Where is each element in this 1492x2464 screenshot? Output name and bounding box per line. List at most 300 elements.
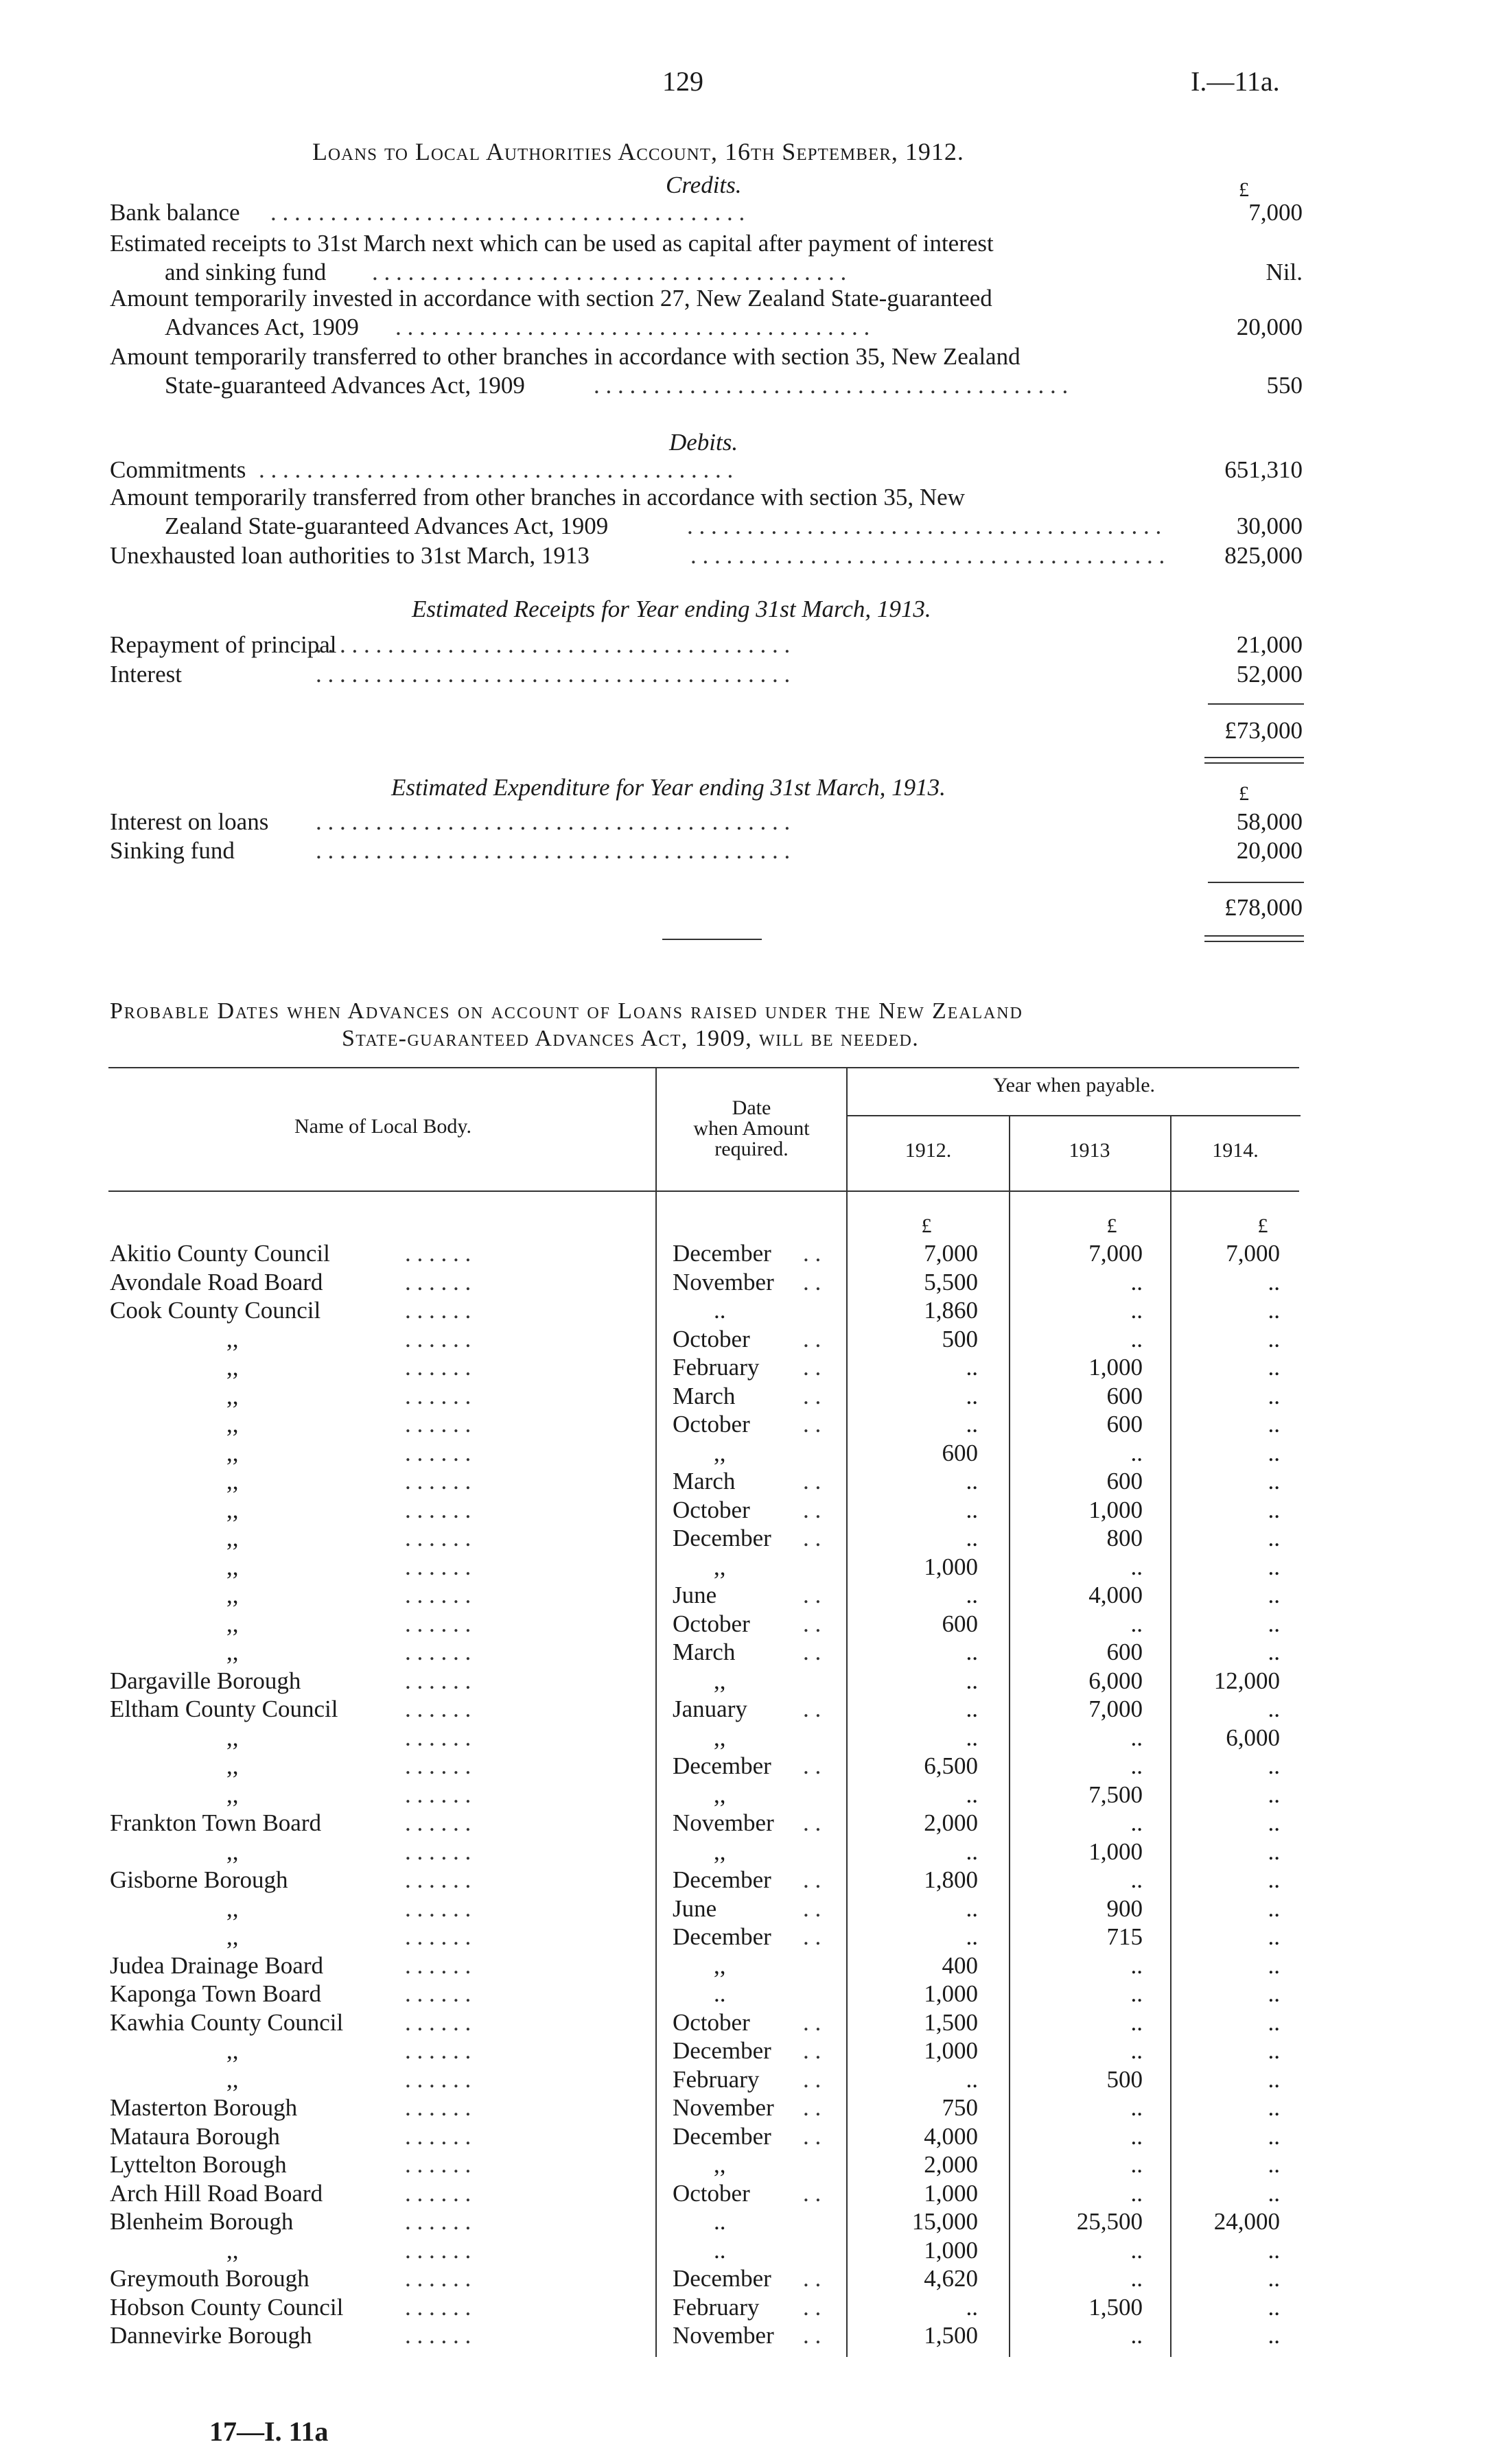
row-leader-dots: . . . . . .: [405, 1639, 471, 1665]
cell-date: November: [673, 1809, 774, 1836]
cell-1913: ..: [1130, 1866, 1143, 1893]
row-leader-dots: . . . . . .: [405, 1610, 471, 1637]
cell-1913: 6,000: [1088, 1667, 1143, 1694]
expenditure-label: Interest on loans: [110, 808, 269, 835]
cell-date: January: [673, 1696, 747, 1722]
cell-name: Kaponga Town Board: [110, 1980, 321, 2007]
cell-1912: ..: [966, 1923, 978, 1950]
row-leader-dots: . . . . . .: [405, 1240, 471, 1267]
row-leader-dots: . . . . . .: [405, 1838, 471, 1865]
cell-1912: 2,000: [924, 1809, 978, 1836]
col-header-1912: 1912.: [905, 1139, 952, 1162]
col-header-date-3: required.: [714, 1138, 789, 1160]
credits-label-line: State-guaranteed Advances Act, 1909: [165, 372, 525, 399]
row-leader-dots: . . . . . .: [405, 2322, 471, 2349]
cell-name: Avondale Road Board: [110, 1269, 323, 1295]
table-row: [0, 1809, 1492, 1838]
cell-date: March: [673, 1639, 736, 1665]
cell-name: ,,: [226, 1326, 239, 1352]
date-leader-dots: . .: [803, 1809, 821, 1836]
cell-1912: ..: [966, 1525, 978, 1551]
cell-name: Kawhia County Council: [110, 2009, 344, 2036]
cell-1913: ..: [1130, 1980, 1143, 2007]
credits-label-line: Estimated receipts to 31st March next which can be used as capital after payment of interest: [110, 230, 994, 257]
cell-name: Hobson County Council: [110, 2294, 344, 2321]
row-leader-dots: . . . . . .: [405, 2009, 471, 2036]
cell-1912: ..: [966, 1781, 978, 1808]
cell-1913: ..: [1130, 1752, 1143, 1779]
col-header-1913: 1913: [1069, 1139, 1110, 1162]
cell-1913: ..: [1130, 1297, 1143, 1324]
cell-1912: ..: [966, 1838, 978, 1865]
cell-1914: ..: [1268, 2237, 1280, 2264]
table-row: [0, 1952, 1492, 1981]
receipts-label: Repayment of principal: [110, 631, 337, 658]
table-row: [0, 1582, 1492, 1610]
debits-leader-dots: . . . . . . . . . . . . . . . . . . . . . . . . . . . . . . . . . . . . . . . .: [690, 542, 1165, 569]
row-leader-dots: . . . . . .: [405, 1468, 471, 1494]
cell-1914: ..: [1268, 2322, 1280, 2349]
cell-1912: ..: [966, 1724, 978, 1751]
page-number: 129: [662, 66, 703, 97]
cell-1912: ..: [966, 1582, 978, 1608]
date-leader-dots: . .: [803, 1354, 821, 1381]
row-leader-dots: . . . . . .: [405, 1952, 471, 1979]
cell-1913: ..: [1130, 1269, 1143, 1295]
cell-date: March: [673, 1468, 736, 1494]
cell-date: October: [673, 2180, 750, 2207]
debits-leader-dots: . . . . . . . . . . . . . . . . . . . . . . . . . . . . . . . . . . . . . . . .: [259, 456, 734, 483]
cell-1914: 6,000: [1226, 1724, 1280, 1751]
row-leader-dots: . . . . . .: [405, 2265, 471, 2292]
cell-date: ,,: [714, 1781, 726, 1808]
cell-name: Blenheim Borough: [110, 2208, 294, 2235]
cell-date: December: [673, 1240, 771, 1267]
expenditure-heading: Estimated Expenditure for Year ending 31st March, 1913.: [391, 774, 946, 801]
cell-1912: 1,860: [924, 1297, 978, 1324]
cell-name: ,,: [226, 1923, 239, 1950]
receipts-amount: 21,000: [1236, 631, 1303, 658]
date-leader-dots: . .: [803, 1269, 821, 1295]
cell-1913: ..: [1130, 1440, 1143, 1466]
cell-name: ,,: [226, 2037, 239, 2064]
cell-1914: ..: [1268, 2009, 1280, 2036]
row-leader-dots: . . . . . .: [405, 1781, 471, 1808]
cell-1914: ..: [1268, 1980, 1280, 2007]
cell-name: ,,: [226, 1440, 239, 1466]
row-leader-dots: . . . . . .: [405, 2066, 471, 2093]
cell-1912: 15,000: [911, 2208, 978, 2235]
date-leader-dots: . .: [803, 2180, 821, 2207]
cell-1914: ..: [1268, 1582, 1280, 1608]
cell-date: November: [673, 2322, 774, 2349]
col-header-name: Name of Local Body.: [294, 1115, 471, 1138]
cell-1914: ..: [1268, 1696, 1280, 1722]
cell-name: ,,: [226, 1525, 239, 1551]
receipts-leader-dots: . . . . . . . . . . . . . . . . . . . . . . . . . . . . . . . . . . . . . . . .: [316, 631, 791, 658]
cell-1913: ..: [1130, 1553, 1143, 1580]
cell-date: December: [673, 1866, 771, 1893]
date-leader-dots: . .: [803, 2037, 821, 2064]
credits-leader-dots: . . . . . . . . . . . . . . . . . . . . . . . . . . . . . . . . . . . . . . . .: [395, 314, 870, 340]
cell-name: ,,: [226, 1639, 239, 1665]
cell-1912: 750: [942, 2094, 978, 2121]
cell-date: December: [673, 2037, 771, 2064]
cell-1913: 715: [1106, 1923, 1143, 1950]
cell-date: December: [673, 2123, 771, 2150]
cell-1914: ..: [1268, 1326, 1280, 1352]
cell-1912: 4,620: [924, 2265, 978, 2292]
cell-date: ..: [714, 1297, 726, 1324]
cell-name: ,,: [226, 1497, 239, 1523]
cell-name: ,,: [226, 1468, 239, 1494]
year-header-rule: [848, 1115, 1301, 1116]
cell-date: November: [673, 2094, 774, 2121]
row-leader-dots: . . . . . .: [405, 1866, 471, 1893]
debits-leader-dots: . . . . . . . . . . . . . . . . . . . . . . . . . . . . . . . . . . . . . . . .: [687, 513, 1162, 539]
cell-1912: ..: [966, 1696, 978, 1722]
col-header-year: Year when payable.: [992, 1074, 1156, 1096]
debits-heading: Debits.: [669, 429, 738, 456]
cell-1912: 1,000: [924, 2237, 978, 2264]
receipts-total-rule-2: [1204, 762, 1304, 764]
row-leader-dots: . . . . . .: [405, 1326, 471, 1352]
date-leader-dots: . .: [803, 1696, 821, 1722]
row-leader-dots: . . . . . .: [405, 1923, 471, 1950]
cell-1912: 1,000: [924, 2037, 978, 2064]
row-leader-dots: . . . . . .: [405, 1809, 471, 1836]
debits-amount: 30,000: [1236, 513, 1303, 539]
row-leader-dots: . . . . . .: [405, 1696, 471, 1722]
table-row: [0, 2237, 1492, 2266]
table-row: [0, 1923, 1492, 1952]
row-leader-dots: . . . . . .: [405, 1582, 471, 1608]
cell-date: ,,: [714, 1667, 726, 1694]
cell-1912: 2,000: [924, 2151, 978, 2178]
table-row: [0, 2265, 1492, 2294]
row-leader-dots: . . . . . .: [405, 2180, 471, 2207]
cell-date: October: [673, 2009, 750, 2036]
table-row: [0, 1354, 1492, 1383]
receipts-heading: Estimated Receipts for Year ending 31st March, 1913.: [412, 596, 931, 622]
expenditure-total-rule: [1204, 935, 1304, 937]
cell-date: October: [673, 1610, 750, 1637]
cell-1914: ..: [1268, 2180, 1280, 2207]
cell-1912: ..: [966, 1411, 978, 1438]
expenditure-total: £78,000: [1224, 894, 1303, 921]
cell-1914: 24,000: [1213, 2208, 1280, 2235]
cell-1914: ..: [1268, 1752, 1280, 1779]
credits-label-line: Amount temporarily transferred to other branches in accordance with section 35, New Zealand: [110, 343, 1021, 370]
table-row: [0, 1440, 1492, 1468]
cell-1913: 7,000: [1088, 1696, 1143, 1722]
cell-1913: 1,000: [1088, 1497, 1143, 1523]
cell-date: ,,: [714, 1440, 726, 1466]
table-header-bottom-rule: [108, 1190, 1299, 1192]
row-leader-dots: . . . . . .: [405, 2123, 471, 2150]
cell-date: October: [673, 1411, 750, 1438]
cell-date: October: [673, 1497, 750, 1523]
cell-1913: ..: [1130, 2094, 1143, 2121]
date-leader-dots: . .: [803, 1610, 821, 1637]
cell-1912: ..: [966, 1383, 978, 1409]
cell-1913: ..: [1130, 1809, 1143, 1836]
table-row: [0, 2094, 1492, 2123]
cell-name: ,,: [226, 1838, 239, 1865]
cell-1914: ..: [1268, 2265, 1280, 2292]
cell-1913: ..: [1130, 2180, 1143, 2207]
cell-1914: ..: [1268, 1639, 1280, 1665]
table-row: [0, 2322, 1492, 2351]
table-row: [0, 1866, 1492, 1895]
row-leader-dots: . . . . . .: [405, 1724, 471, 1751]
credits-leader-dots: . . . . . . . . . . . . . . . . . . . . . . . . . . . . . . . . . . . . . . . .: [270, 199, 745, 226]
credits-label-line: Bank balance: [110, 199, 240, 226]
cell-1912: 400: [942, 1952, 978, 1979]
cell-name: Cook County Council: [110, 1297, 321, 1324]
cell-date: ,,: [714, 1724, 726, 1751]
row-leader-dots: . . . . . .: [405, 1667, 471, 1694]
cell-1913: 600: [1106, 1383, 1143, 1409]
cell-1914: ..: [1268, 2123, 1280, 2150]
cell-date: December: [673, 1923, 771, 1950]
row-leader-dots: . . . . . .: [405, 1525, 471, 1551]
expenditure-leader-dots: . . . . . . . . . . . . . . . . . . . . . . . . . . . . . . . . . . . . . . . .: [316, 837, 791, 864]
cell-1912: 1,000: [924, 1980, 978, 2007]
table-row: [0, 1724, 1492, 1753]
credits-currency: £: [1239, 178, 1249, 201]
cell-date: ..: [714, 1980, 726, 2007]
credits-heading: Credits.: [666, 172, 742, 198]
table-row: [0, 1240, 1492, 1269]
receipts-total-rule: [1204, 757, 1304, 758]
table-row: [0, 1468, 1492, 1497]
table-top-rule: [108, 1067, 1299, 1068]
cell-1913: 900: [1106, 1895, 1143, 1922]
col-header-1914: 1914.: [1212, 1139, 1259, 1162]
date-leader-dots: . .: [803, 2123, 821, 2150]
date-leader-dots: . .: [803, 1866, 821, 1893]
cell-1913: ..: [1130, 2151, 1143, 2178]
cell-1914: ..: [1268, 1468, 1280, 1494]
cell-1912: 600: [942, 1440, 978, 1466]
cell-1912: 600: [942, 1610, 978, 1637]
table-row: [0, 1639, 1492, 1667]
cell-1912: 1,500: [924, 2009, 978, 2036]
cell-name: Masterton Borough: [110, 2094, 298, 2121]
date-leader-dots: . .: [803, 1525, 821, 1551]
cell-1914: ..: [1268, 1354, 1280, 1381]
date-leader-dots: . .: [803, 1240, 821, 1267]
cell-1914: ..: [1268, 2151, 1280, 2178]
cell-1914: ..: [1268, 1411, 1280, 1438]
cell-1914: ..: [1268, 1610, 1280, 1637]
currency-1912: £: [921, 1215, 932, 1237]
table-row: [0, 1696, 1492, 1724]
cell-1912: ..: [966, 2294, 978, 2321]
cell-1912: 500: [942, 1326, 978, 1352]
row-leader-dots: . . . . . .: [405, 2151, 471, 2178]
row-leader-dots: . . . . . .: [405, 1269, 471, 1295]
cell-1913: ..: [1130, 1724, 1143, 1751]
cell-name: Lyttelton Borough: [110, 2151, 287, 2178]
debits-amount: 825,000: [1224, 542, 1303, 569]
cell-1913: ..: [1130, 2322, 1143, 2349]
cell-date: December: [673, 1525, 771, 1551]
table-row: [0, 2037, 1492, 2066]
credits-amount: Nil.: [1266, 259, 1303, 285]
cell-name: Gisborne Borough: [110, 1866, 288, 1893]
cell-name: ,,: [226, 1724, 239, 1751]
cell-1913: ..: [1130, 1610, 1143, 1637]
cell-date: ..: [714, 2208, 726, 2235]
cell-date: March: [673, 1383, 736, 1409]
row-leader-dots: . . . . . .: [405, 2237, 471, 2264]
cell-date: ..: [714, 2237, 726, 2264]
row-leader-dots: . . . . . .: [405, 1752, 471, 1779]
footer-signature: 17—I. 11a: [209, 2416, 329, 2447]
cell-1913: 1,000: [1088, 1838, 1143, 1865]
credits-amount: 7,000: [1248, 199, 1303, 226]
document-reference: I.—11a.: [1191, 66, 1280, 97]
credits-label-line: Advances Act, 1909: [165, 314, 359, 340]
debits-label-line: Amount temporarily transferred from other branches in accordance with section 35, New: [110, 484, 965, 511]
cell-date: October: [673, 1326, 750, 1352]
receipts-amount: 52,000: [1236, 661, 1303, 688]
cell-name: Dannevirke Borough: [110, 2322, 312, 2349]
cell-1914: ..: [1268, 1923, 1280, 1950]
cell-1912: ..: [966, 1667, 978, 1694]
cell-1914: ..: [1268, 1781, 1280, 1808]
row-leader-dots: . . . . . .: [405, 1895, 471, 1922]
cell-name: ,,: [226, 1781, 239, 1808]
cell-1912: ..: [966, 1639, 978, 1665]
date-leader-dots: . .: [803, 1895, 821, 1922]
cell-1914: ..: [1268, 1838, 1280, 1865]
table-row: [0, 2151, 1492, 2180]
row-leader-dots: . . . . . .: [405, 2094, 471, 2121]
cell-1913: ..: [1130, 1952, 1143, 1979]
cell-1912: 4,000: [924, 2123, 978, 2150]
cell-1913: 1,500: [1088, 2294, 1143, 2321]
table-row: [0, 2180, 1492, 2209]
cell-date: June: [673, 1582, 717, 1608]
cell-1912: 6,500: [924, 1752, 978, 1779]
table-row: [0, 1497, 1492, 1525]
expenditure-label: Sinking fund: [110, 837, 235, 864]
cell-name: ,,: [226, 1553, 239, 1580]
cell-name: Arch Hill Road Board: [110, 2180, 323, 2207]
table-row: [0, 1326, 1492, 1354]
cell-1912: 5,500: [924, 1269, 978, 1295]
cell-1914: ..: [1268, 2094, 1280, 2121]
debits-label-line: Zealand State-guaranteed Advances Act, 1909: [165, 513, 609, 539]
table-row: [0, 1525, 1492, 1553]
cell-date: February: [673, 1354, 760, 1381]
cell-1914: ..: [1268, 1809, 1280, 1836]
cell-1914: ..: [1268, 1297, 1280, 1324]
probable-dates-title-line2: State-guaranteed Advances Act, 1909, will be needed.: [342, 1026, 920, 1051]
row-leader-dots: . . . . . .: [405, 1411, 471, 1438]
cell-date: December: [673, 2265, 771, 2292]
row-leader-dots: . . . . . .: [405, 1354, 471, 1381]
col-header-date-2: when Amount: [693, 1117, 810, 1140]
cell-date: November: [673, 1269, 774, 1295]
date-leader-dots: . .: [803, 1582, 821, 1608]
cell-1912: 1,500: [924, 2322, 978, 2349]
cell-1913: 600: [1106, 1411, 1143, 1438]
cell-date: February: [673, 2066, 760, 2093]
debits-label-line: Unexhausted loan authorities to 31st March, 1913: [110, 542, 590, 569]
cell-1912: ..: [966, 1468, 978, 1494]
table-row: [0, 2009, 1492, 2038]
cell-date: February: [673, 2294, 760, 2321]
date-leader-dots: . .: [803, 2009, 821, 2036]
cell-1913: ..: [1130, 1326, 1143, 1352]
table-row: [0, 1411, 1492, 1440]
table-row: [0, 1781, 1492, 1810]
cell-1913: ..: [1130, 2237, 1143, 2264]
cell-name: ,,: [226, 2066, 239, 2093]
cell-name: Frankton Town Board: [110, 1809, 321, 1836]
expenditure-currency: £: [1239, 782, 1249, 805]
row-leader-dots: . . . . . .: [405, 1980, 471, 2007]
probable-dates-title-line1: Probable Dates when Advances on account of Loans raised under the New Zealand: [110, 998, 1023, 1024]
table-row: [0, 1269, 1492, 1298]
cell-name: Mataura Borough: [110, 2123, 280, 2150]
date-leader-dots: . .: [803, 2322, 821, 2349]
cell-name: Dargaville Borough: [110, 1667, 301, 1694]
credits-label-line: Amount temporarily invested in accordance with section 27, New Zealand State-guaranteed: [110, 285, 992, 312]
cell-name: ,,: [226, 1383, 239, 1409]
currency-1913: £: [1106, 1215, 1117, 1237]
cell-1914: ..: [1268, 1895, 1280, 1922]
credits-leader-dots: . . . . . . . . . . . . . . . . . . . . . . . . . . . . . . . . . . . . . . . .: [372, 259, 847, 285]
cell-1913: 800: [1106, 1525, 1143, 1551]
cell-1912: 1,800: [924, 1866, 978, 1893]
expenditure-leader-dots: . . . . . . . . . . . . . . . . . . . . . . . . . . . . . . . . . . . . . . . .: [316, 808, 791, 835]
cell-name: ,,: [226, 1411, 239, 1438]
date-leader-dots: . .: [803, 1326, 821, 1352]
receipts-label: Interest: [110, 661, 182, 688]
table-row: [0, 1980, 1492, 2009]
row-leader-dots: . . . . . .: [405, 1553, 471, 1580]
cell-1913: 25,500: [1076, 2208, 1143, 2235]
cell-1913: 7,000: [1088, 1240, 1143, 1267]
cell-1914: 7,000: [1226, 1240, 1280, 1267]
cell-name: Greymouth Borough: [110, 2265, 310, 2292]
cell-1913: 1,000: [1088, 1354, 1143, 1381]
cell-1914: ..: [1268, 2037, 1280, 2064]
date-leader-dots: . .: [803, 1468, 821, 1494]
cell-1913: ..: [1130, 2037, 1143, 2064]
cell-date: ,,: [714, 1838, 726, 1865]
date-leader-dots: . .: [803, 2094, 821, 2121]
cell-name: Eltham County Council: [110, 1696, 338, 1722]
expenditure-amount: 20,000: [1236, 837, 1303, 864]
table-row: [0, 1838, 1492, 1867]
row-leader-dots: . . . . . .: [405, 2037, 471, 2064]
date-leader-dots: . .: [803, 1752, 821, 1779]
cell-1913: 600: [1106, 1639, 1143, 1665]
credits-leader-dots: . . . . . . . . . . . . . . . . . . . . . . . . . . . . . . . . . . . . . . . .: [594, 372, 1069, 399]
cell-1914: ..: [1268, 1952, 1280, 1979]
row-leader-dots: . . . . . .: [405, 1497, 471, 1523]
cell-1913: 4,000: [1088, 1582, 1143, 1608]
table-row: [0, 1383, 1492, 1411]
cell-name: ,,: [226, 1582, 239, 1608]
date-leader-dots: . .: [803, 1383, 821, 1409]
